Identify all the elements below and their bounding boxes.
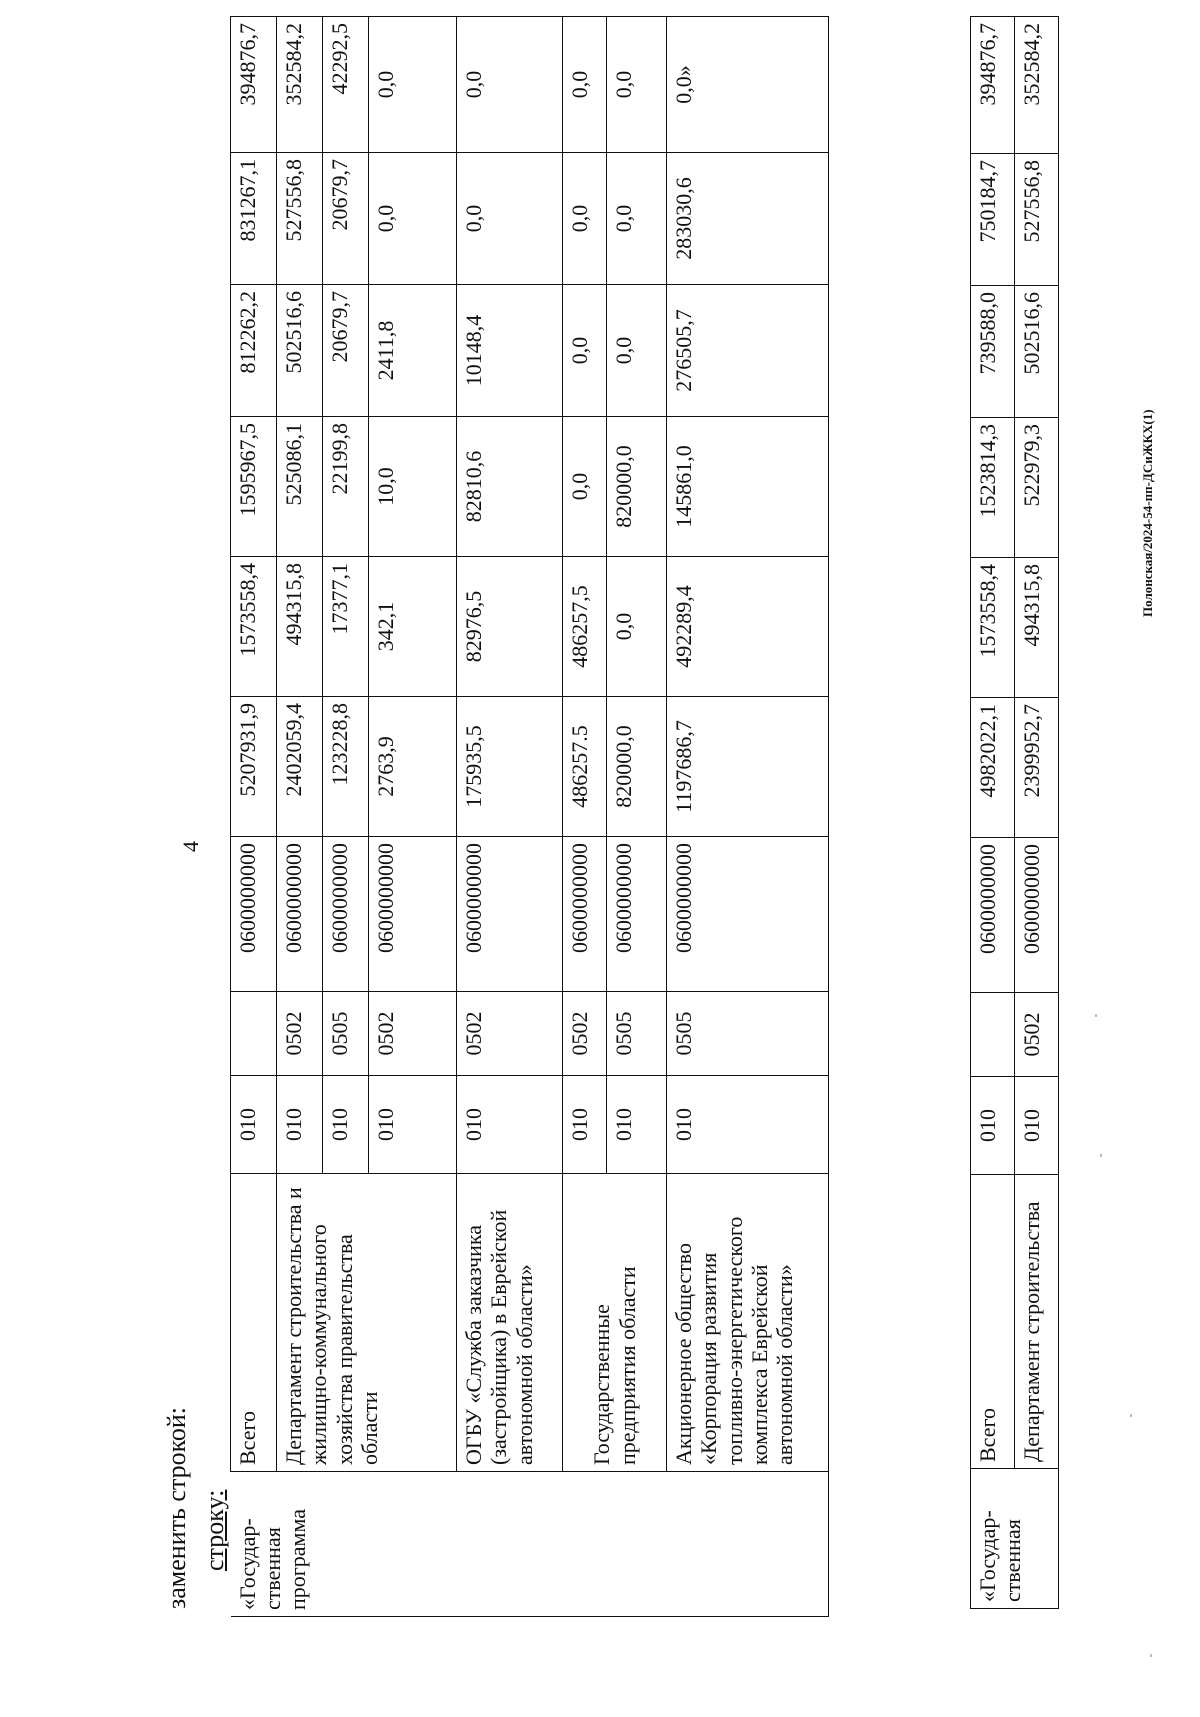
value-cell: 0,0	[607, 17, 667, 153]
row-name: Акционерное общество «Корпорация развития топливно-энергетического комплекса Еврейской автономной области»	[667, 1174, 829, 1472]
grbs-cell: 010	[667, 1076, 829, 1174]
scan-speck	[1130, 1414, 1132, 1417]
value-cell: 1573558,4	[971, 558, 1015, 698]
value-cell: 123228,8	[323, 697, 369, 837]
value-cell: 20679,7	[323, 285, 369, 417]
value-cell: 2402059,4	[277, 697, 323, 837]
value-cell: 1197686,7	[667, 697, 829, 837]
value-cell: 0,0	[563, 417, 607, 557]
row-name: Государственные предприятия области	[563, 1174, 667, 1472]
value-cell: 0,0	[563, 153, 607, 285]
value-cell: 82810,6	[457, 417, 563, 557]
value-cell: 2763,9	[369, 697, 457, 837]
value-cell: 17377,1	[323, 557, 369, 697]
value-cell: 527556,8	[1015, 154, 1059, 286]
value-cell: 5207931,9	[231, 697, 277, 837]
value-cell: 486257.5	[563, 697, 607, 837]
rzpr-cell	[971, 993, 1015, 1077]
value-cell: 527556,8	[277, 153, 323, 285]
table-row	[1015, 17, 1059, 1609]
program-label: «Государ-ственная	[971, 1469, 1059, 1609]
row-name: Департамент строительства	[1015, 1175, 1059, 1469]
csr-cell: 0600000000	[369, 837, 457, 992]
value-cell: 1595967,5	[231, 417, 277, 557]
grbs-cell: 010	[323, 1076, 369, 1174]
scan-speck	[1095, 1014, 1097, 1017]
csr-cell: 0600000000	[457, 837, 563, 992]
value-cell: 812262,2	[231, 285, 277, 417]
csr-cell: 0600000000	[231, 837, 277, 992]
value-cell: 0,0	[607, 557, 667, 697]
value-cell: 492289,4	[667, 557, 829, 697]
table-row	[667, 17, 829, 1617]
value-cell: 0,0	[369, 17, 457, 153]
grbs-cell: 010	[607, 1076, 667, 1174]
value-cell: 20679,7	[323, 153, 369, 285]
page-number: 4	[178, 841, 203, 852]
csr-cell: 0600000000	[971, 838, 1015, 993]
value-cell: 502516,6	[1015, 286, 1059, 418]
value-cell: 525086,1	[277, 417, 323, 557]
value-cell: 0,0	[369, 153, 457, 285]
table-row	[231, 17, 277, 1617]
value-cell: 0,0	[607, 285, 667, 417]
grbs-cell: 010	[277, 1076, 323, 1174]
program-label: «Государ-ственная программа	[231, 1472, 829, 1617]
rzpr-cell: 0502	[277, 992, 323, 1076]
scan-speck	[1100, 1154, 1102, 1157]
value-cell: 145861,0	[667, 417, 829, 557]
grbs-cell: 010	[369, 1076, 457, 1174]
document-footer-code: Полонская/2024-54-пп-ДСиЖКХ(1)	[1140, 409, 1155, 617]
row-name: Всего	[971, 1175, 1015, 1469]
csr-cell: 0600000000	[323, 837, 369, 992]
rzpr-cell	[231, 992, 277, 1076]
value-cell: 0,0	[457, 17, 563, 153]
value-cell: 494315,8	[1015, 558, 1059, 698]
new-budget-table	[970, 16, 1059, 1609]
value-cell: 82976,5	[457, 557, 563, 697]
rzpr-cell: 0502	[457, 992, 563, 1076]
scan-speck	[1150, 1654, 1152, 1657]
value-cell: 0,0	[563, 285, 607, 417]
value-cell: 820000,0	[607, 697, 667, 837]
row-name: Департамент строительства и жилищно-коммунального хозяйства правительства области	[277, 1174, 457, 1472]
value-cell: 276505,7	[667, 285, 829, 417]
value-cell: 0,0»	[667, 17, 829, 153]
value-cell: 502516,6	[277, 285, 323, 417]
value-cell: 1523814,3	[971, 418, 1015, 558]
value-cell: 175935,5	[457, 697, 563, 837]
value-cell: 494315,8	[277, 557, 323, 697]
label-new-row: заменить строкой:	[162, 1406, 191, 1609]
rzpr-cell: 0505	[323, 992, 369, 1076]
table-row	[277, 17, 323, 1617]
rzpr-cell: 0502	[1015, 993, 1059, 1077]
csr-cell: 0600000000	[1015, 838, 1059, 993]
value-cell: 2399952,7	[1015, 698, 1059, 838]
value-cell: 2411,8	[369, 285, 457, 417]
value-cell: 486257,5	[563, 557, 607, 697]
value-cell: 394876,7	[231, 17, 277, 153]
rzpr-cell: 0505	[607, 992, 667, 1076]
grbs-cell: 010	[231, 1076, 277, 1174]
table-row	[457, 17, 563, 1617]
old-budget-table	[230, 16, 829, 1617]
value-cell: 0,0	[457, 153, 563, 285]
value-cell: 0,0	[607, 153, 667, 285]
rzpr-cell: 0502	[563, 992, 607, 1076]
value-cell: 10,0	[369, 417, 457, 557]
table-row	[563, 17, 607, 1617]
csr-cell: 0600000000	[277, 837, 323, 992]
value-cell: 739588,0	[971, 286, 1015, 418]
value-cell: 352584,2	[1015, 17, 1059, 154]
value-cell: 1573558,4	[231, 557, 277, 697]
value-cell: 0,0	[563, 17, 607, 153]
value-cell: 820000,0	[607, 417, 667, 557]
grbs-cell: 010	[1015, 1077, 1059, 1175]
value-cell: 394876,7	[971, 17, 1015, 154]
grbs-cell: 010	[457, 1076, 563, 1174]
label-old-row: строку:	[200, 1489, 229, 1571]
value-cell: 522979,3	[1015, 418, 1059, 558]
table-row	[971, 17, 1015, 1609]
rzpr-cell: 0502	[369, 992, 457, 1076]
value-cell: 4982022,1	[971, 698, 1015, 838]
value-cell: 10148,4	[457, 285, 563, 417]
csr-cell: 0600000000	[607, 837, 667, 992]
value-cell: 42292,5	[323, 17, 369, 153]
grbs-cell: 010	[971, 1077, 1015, 1175]
value-cell: 342,1	[369, 557, 457, 697]
csr-cell: 0600000000	[563, 837, 607, 992]
row-name: ОГБУ «Служба заказчика (застройщика) в Еврейской автономной области»	[457, 1174, 563, 1472]
row-name: Всего	[231, 1174, 277, 1472]
value-cell: 750184,7	[971, 154, 1015, 286]
value-cell: 352584,2	[277, 17, 323, 153]
csr-cell: 0600000000	[667, 837, 829, 992]
grbs-cell: 010	[563, 1076, 607, 1174]
rzpr-cell: 0505	[667, 992, 829, 1076]
value-cell: 283030,6	[667, 153, 829, 285]
value-cell: 831267,1	[231, 153, 277, 285]
value-cell: 22199,8	[323, 417, 369, 557]
